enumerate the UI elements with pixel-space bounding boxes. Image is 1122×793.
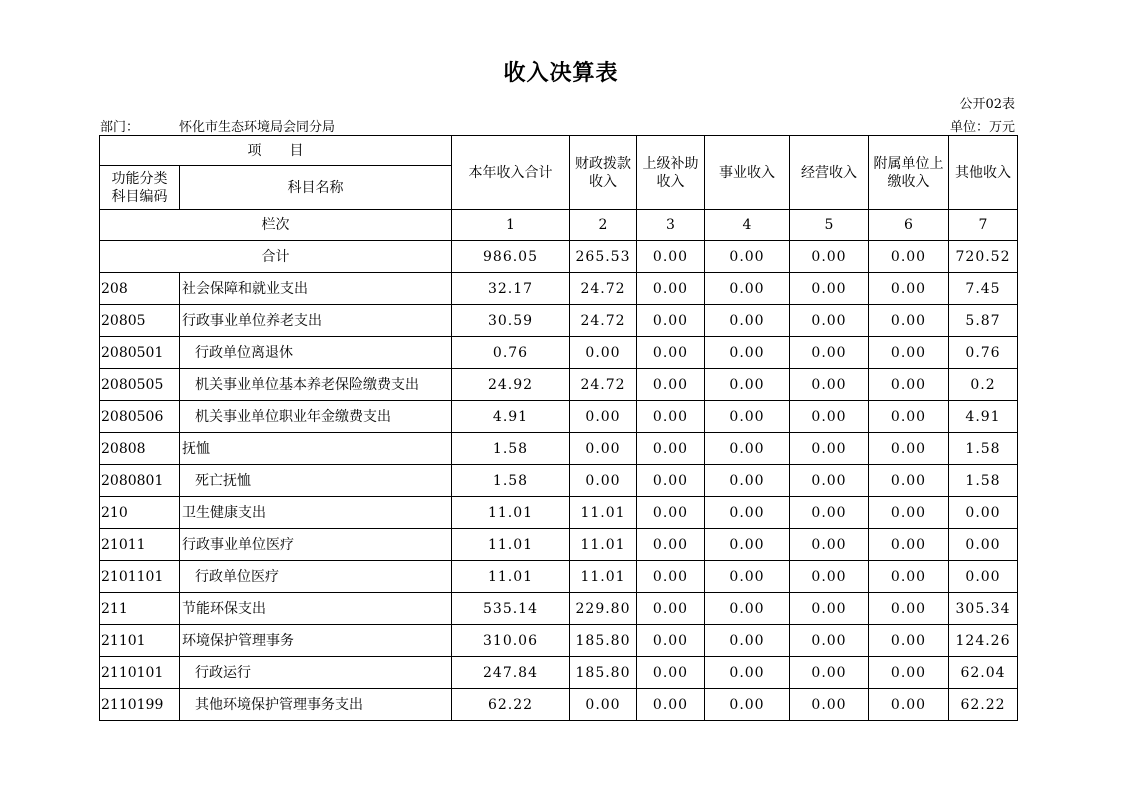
column-number: 6 [869, 210, 949, 241]
row-value: 0.00 [869, 273, 949, 305]
row-value: 185.80 [570, 657, 637, 689]
row-value: 0.00 [869, 689, 949, 721]
row-code: 2110199 [100, 689, 180, 721]
row-value: 1.58 [452, 465, 570, 497]
table-row [100, 337, 1018, 369]
row-code: 2080506 [100, 401, 180, 433]
row-subject-name: 其他环境保护管理事务支出 [180, 689, 452, 721]
row-code: 2080801 [100, 465, 180, 497]
row-value: 0.00 [869, 337, 949, 369]
row-code: 21101 [100, 625, 180, 657]
row-value: 247.84 [452, 657, 570, 689]
row-value: 0.00 [637, 433, 705, 465]
table-row [100, 497, 1018, 529]
total-value: 265.53 [570, 241, 637, 273]
total-label: 合计 [100, 241, 452, 273]
total-value: 720.52 [949, 241, 1018, 273]
row-value: 0.00 [869, 433, 949, 465]
row-value: 0.00 [637, 625, 705, 657]
income-table [99, 135, 1018, 721]
row-value: 0.00 [705, 273, 790, 305]
total-value: 0.00 [637, 241, 705, 273]
row-value: 11.01 [452, 561, 570, 593]
row-value: 0.00 [637, 561, 705, 593]
row-value: 7.45 [949, 273, 1018, 305]
row-value: 229.80 [570, 593, 637, 625]
row-value: 0.00 [637, 529, 705, 561]
unit-label: 单位：万元 [949, 120, 1015, 135]
row-value: 0.00 [637, 593, 705, 625]
row-value: 0.00 [705, 465, 790, 497]
row-value: 0.00 [637, 273, 705, 305]
row-value: 1.58 [949, 433, 1018, 465]
row-value: 0.2 [949, 369, 1018, 401]
row-subject-name: 节能环保支出 [180, 593, 452, 625]
header-col-6: 附属单位上 缴收入 [869, 136, 949, 210]
column-number: 1 [452, 210, 570, 241]
total-value: 986.05 [452, 241, 570, 273]
department-line [100, 116, 335, 135]
row-value: 0.00 [705, 369, 790, 401]
table-row [100, 593, 1018, 625]
table-row [100, 401, 1018, 433]
row-value: 32.17 [452, 273, 570, 305]
table-row [100, 689, 1018, 721]
total-value: 0.00 [705, 241, 790, 273]
row-value: 0.00 [570, 465, 637, 497]
row-subject-name: 环境保护管理事务 [180, 625, 452, 657]
row-subject-name: 行政事业单位养老支出 [180, 305, 452, 337]
total-value: 0.00 [790, 241, 869, 273]
row-value: 0.00 [790, 529, 869, 561]
column-number: 7 [949, 210, 1018, 241]
row-value: 30.59 [452, 305, 570, 337]
row-subject-name: 社会保障和就业支出 [180, 273, 452, 305]
row-value: 0.00 [637, 305, 705, 337]
row-value: 11.01 [452, 497, 570, 529]
row-value: 0.00 [705, 497, 790, 529]
row-value: 0.00 [705, 433, 790, 465]
department-name: 怀化市生态环境局会同分局 [179, 120, 336, 135]
header-col-2: 财政拨款 收入 [570, 136, 637, 210]
row-value: 0.00 [949, 529, 1018, 561]
row-value: 0.00 [705, 657, 790, 689]
table-row [100, 273, 1018, 305]
table-row [100, 625, 1018, 657]
row-value: 0.00 [790, 465, 869, 497]
row-value: 0.00 [790, 401, 869, 433]
row-value: 0.00 [705, 561, 790, 593]
row-value: 0.00 [705, 401, 790, 433]
row-value: 0.00 [869, 625, 949, 657]
header-col-4: 事业收入 [705, 136, 790, 210]
row-value: 0.00 [869, 369, 949, 401]
row-subject-name: 机关事业单位基本养老保险缴费支出 [180, 369, 452, 401]
row-value: 0.76 [452, 337, 570, 369]
row-value: 5.87 [949, 305, 1018, 337]
row-value: 0.00 [570, 433, 637, 465]
total-value: 0.00 [869, 241, 949, 273]
row-value: 0.00 [705, 305, 790, 337]
row-value: 0.00 [637, 401, 705, 433]
row-value: 0.00 [637, 465, 705, 497]
row-subject-name: 机关事业单位职业年金缴费支出 [180, 401, 452, 433]
row-value: 124.26 [949, 625, 1018, 657]
row-value: 0.00 [570, 401, 637, 433]
row-value: 0.00 [869, 529, 949, 561]
total-row [100, 241, 1018, 273]
row-value: 0.00 [637, 369, 705, 401]
column-number: 5 [790, 210, 869, 241]
table-row [100, 465, 1018, 497]
row-subject-name: 行政事业单位医疗 [180, 529, 452, 561]
row-value: 0.00 [869, 657, 949, 689]
row-code: 20808 [100, 433, 180, 465]
row-value: 24.72 [570, 305, 637, 337]
row-value: 0.00 [570, 337, 637, 369]
row-value: 24.72 [570, 273, 637, 305]
row-value: 0.00 [570, 689, 637, 721]
row-value: 0.00 [869, 561, 949, 593]
row-value: 0.00 [869, 401, 949, 433]
header-col-5: 经营收入 [790, 136, 869, 210]
row-value: 0.00 [790, 305, 869, 337]
row-value: 0.00 [790, 561, 869, 593]
row-subject-name: 死亡抚恤 [180, 465, 452, 497]
row-value: 185.80 [570, 625, 637, 657]
row-value: 0.00 [790, 433, 869, 465]
row-value: 0.00 [869, 497, 949, 529]
row-value: 0.00 [790, 689, 869, 721]
row-subject-name: 抚恤 [180, 433, 452, 465]
row-value: 11.01 [570, 529, 637, 561]
row-value: 0.00 [869, 465, 949, 497]
header-col-3: 上级补助 收入 [637, 136, 705, 210]
row-value: 0.00 [637, 497, 705, 529]
header-subject-name: 科目名称 [180, 166, 452, 210]
row-value: 1.58 [949, 465, 1018, 497]
row-code: 210 [100, 497, 180, 529]
row-value: 4.91 [949, 401, 1018, 433]
table-row [100, 657, 1018, 689]
column-number: 3 [637, 210, 705, 241]
department-label: 部门： [100, 120, 140, 135]
table-row [100, 529, 1018, 561]
row-value: 62.04 [949, 657, 1018, 689]
row-code: 211 [100, 593, 180, 625]
header-item: 项 目 [100, 136, 452, 166]
row-value: 0.00 [637, 689, 705, 721]
row-value: 0.00 [949, 561, 1018, 593]
row-value: 0.00 [790, 337, 869, 369]
header-func-code: 功能分类 科目编码 [100, 166, 180, 210]
row-value: 0.00 [869, 593, 949, 625]
table-row [100, 305, 1018, 337]
column-number-label: 栏次 [100, 210, 452, 241]
table-row [100, 433, 1018, 465]
row-value: 11.01 [570, 561, 637, 593]
row-value: 11.01 [570, 497, 637, 529]
row-value: 0.00 [705, 625, 790, 657]
column-number: 2 [570, 210, 637, 241]
row-value: 0.00 [705, 593, 790, 625]
form-number: 公开02表 [959, 97, 1015, 112]
row-code: 2080501 [100, 337, 180, 369]
row-subject-name: 卫生健康支出 [180, 497, 452, 529]
row-code: 2110101 [100, 657, 180, 689]
page-title: 收入决算表 [503, 60, 619, 86]
table-row [100, 561, 1018, 593]
row-subject-name: 行政单位离退休 [180, 337, 452, 369]
row-value: 0.00 [869, 305, 949, 337]
row-value: 535.14 [452, 593, 570, 625]
row-value: 0.00 [637, 657, 705, 689]
row-value: 0.00 [705, 337, 790, 369]
row-value: 24.92 [452, 369, 570, 401]
row-code: 2080505 [100, 369, 180, 401]
row-value: 0.76 [949, 337, 1018, 369]
row-value: 0.00 [790, 625, 869, 657]
row-subject-name: 行政单位医疗 [180, 561, 452, 593]
header-col-7: 其他收入 [949, 136, 1018, 210]
row-value: 11.01 [452, 529, 570, 561]
row-value: 0.00 [637, 337, 705, 369]
row-code: 2101101 [100, 561, 180, 593]
row-value: 62.22 [452, 689, 570, 721]
row-value: 4.91 [452, 401, 570, 433]
row-code: 20805 [100, 305, 180, 337]
row-value: 0.00 [705, 689, 790, 721]
column-number: 4 [705, 210, 790, 241]
row-value: 0.00 [790, 273, 869, 305]
row-value: 0.00 [705, 529, 790, 561]
row-value: 0.00 [790, 369, 869, 401]
row-value: 1.58 [452, 433, 570, 465]
row-value: 310.06 [452, 625, 570, 657]
row-code: 21011 [100, 529, 180, 561]
table-row [100, 369, 1018, 401]
row-value: 0.00 [790, 497, 869, 529]
row-value: 0.00 [790, 593, 869, 625]
row-value: 305.34 [949, 593, 1018, 625]
row-value: 0.00 [949, 497, 1018, 529]
row-code: 208 [100, 273, 180, 305]
row-subject-name: 行政运行 [180, 657, 452, 689]
row-value: 24.72 [570, 369, 637, 401]
row-value: 62.22 [949, 689, 1018, 721]
row-value: 0.00 [790, 657, 869, 689]
header-col-1: 本年收入合计 [452, 136, 570, 210]
